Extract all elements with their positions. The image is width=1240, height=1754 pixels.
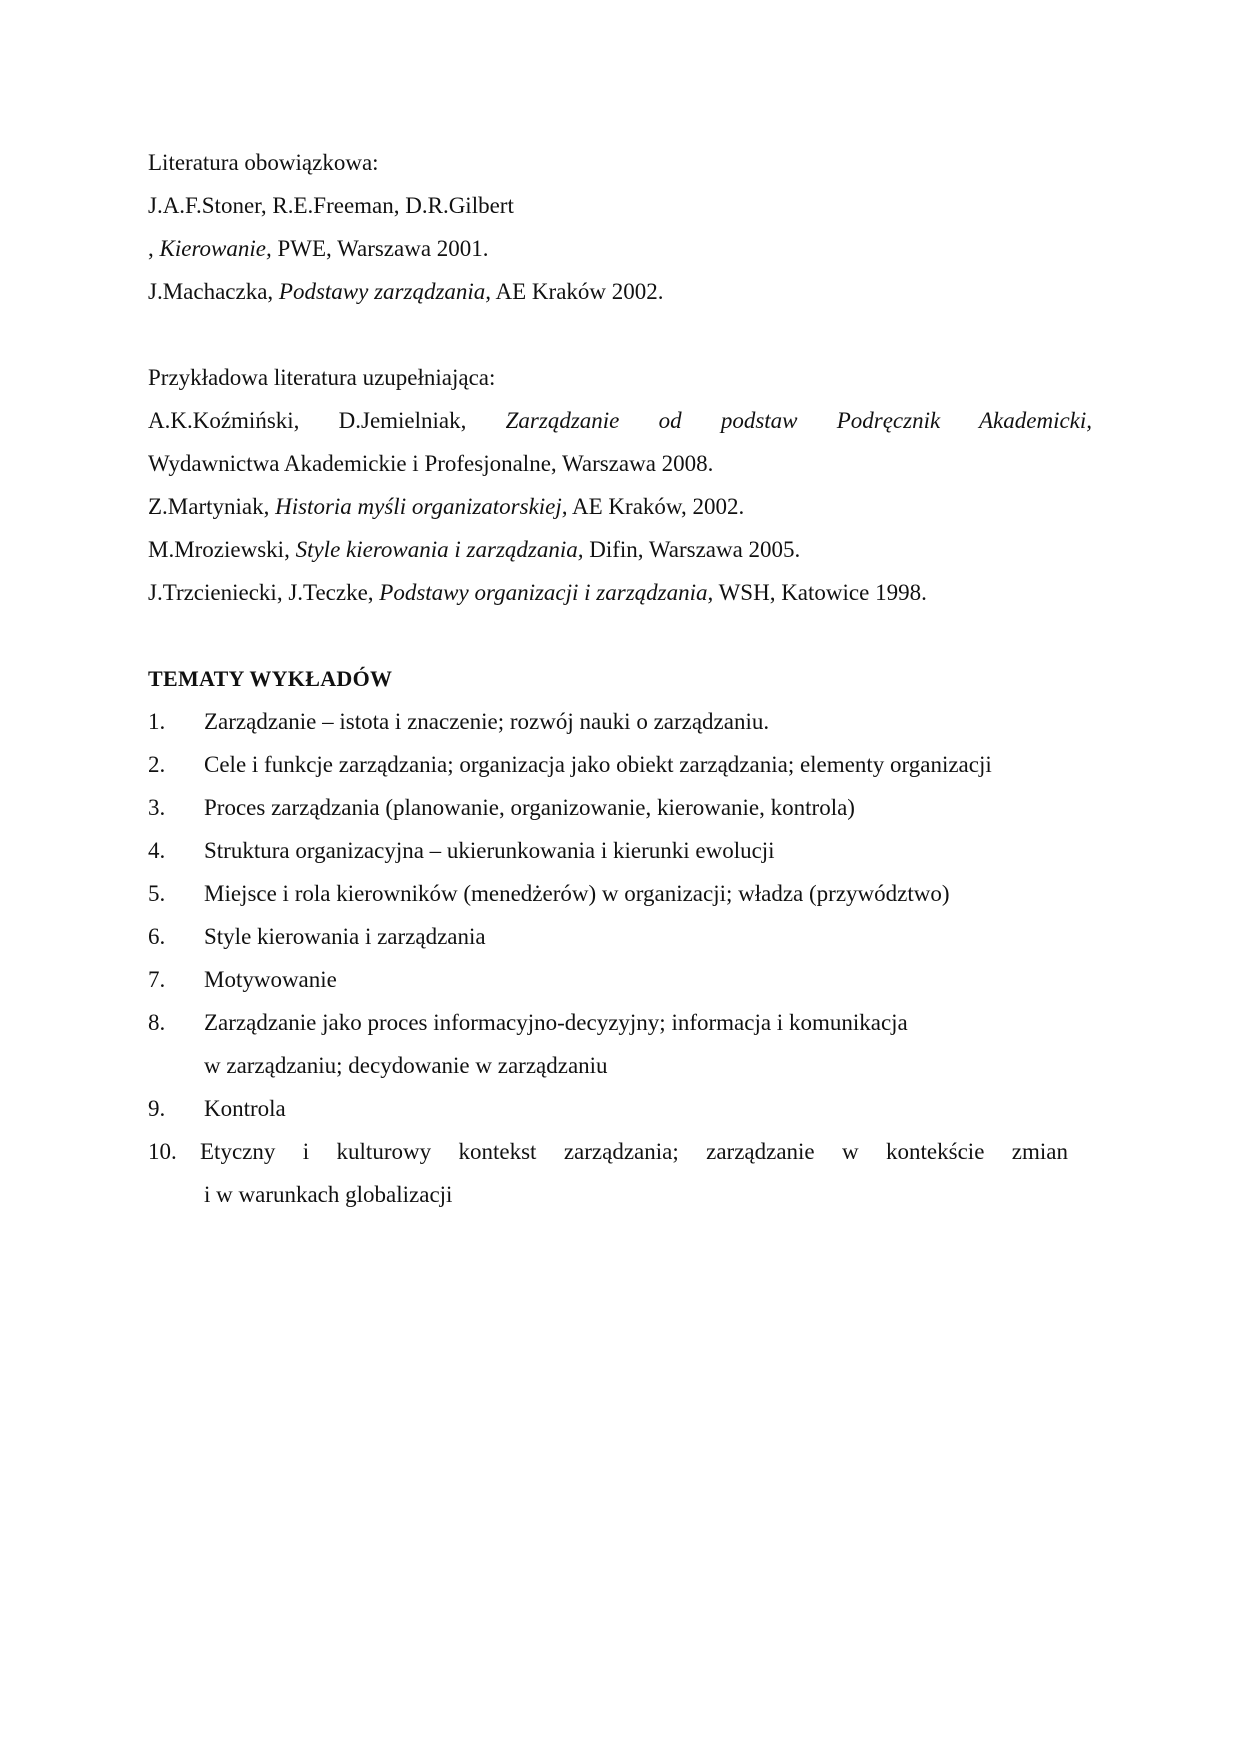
topic-number: 9. bbox=[148, 1096, 166, 1121]
supplementary-ref-3-title: Style kierowania i zarządzania, bbox=[295, 537, 584, 562]
required-ref-2: J.Machaczka, Podstawy zarządzania, AE Kraków 2002. bbox=[148, 279, 664, 304]
topic-number: 6. bbox=[148, 924, 166, 949]
topic-item-continuation: w zarządzaniu; decydowanie w zarządzaniu bbox=[204, 1053, 608, 1078]
topic-item: Motywowanie bbox=[204, 967, 337, 992]
supplementary-ref-1-publisher: Wydawnictwa Akademickie i Profesjonalne, Warszawa 2008. bbox=[148, 451, 714, 476]
supplementary-ref-3: M.Mroziewski, Style kierowania i zarządzania, Difin, Warszawa 2005. bbox=[148, 537, 801, 562]
supplementary-ref-1-title: Zarządzanie od podstaw Podręcznik Akademicki, bbox=[505, 408, 1093, 433]
required-ref-1-title: Kierowanie, bbox=[159, 236, 272, 261]
topic-number: 4. bbox=[148, 838, 166, 863]
topic-item-continuation: i w warunkach globalizacji bbox=[204, 1182, 453, 1207]
lecture-topics-heading: TEMATY WYKŁADÓW bbox=[148, 666, 393, 691]
supplementary-literature-heading: Przykładowa literatura uzupełniająca: bbox=[148, 365, 496, 390]
topic-number: 8. bbox=[148, 1010, 166, 1035]
topic-item: Kontrola bbox=[204, 1096, 286, 1121]
topic-item: Style kierowania i zarządzania bbox=[204, 924, 486, 949]
supplementary-ref-1: A.K.Koźmiński, D.Jemielniak, Zarządzanie od podstaw Podręcznik Akademicki, bbox=[148, 408, 1093, 433]
topic-item: Zarządzanie – istota i znaczenie; rozwój nauki o zarządzaniu. bbox=[204, 709, 770, 734]
required-ref-2-title: Podstawy zarządzania, bbox=[278, 279, 492, 304]
required-ref-1-details: , Kierowanie, PWE, Warszawa 2001. bbox=[148, 236, 489, 261]
topic-number: 1. bbox=[148, 709, 166, 734]
topic-item: Miejsce i rola kierowników (menedżerów) w organizacji; władza (przywództwo) bbox=[204, 881, 950, 906]
supplementary-ref-2: Z.Martyniak, Historia myśli organizatorskiej, AE Kraków, 2002. bbox=[148, 494, 745, 519]
topic-item: Etyczny i kulturowy kontekst zarządzania; zarządzanie w kontekście zmian bbox=[200, 1139, 1068, 1164]
topic-number: 10. bbox=[148, 1139, 177, 1164]
topic-item: Proces zarządzania (planowanie, organizowanie, kierowanie, kontrola) bbox=[204, 795, 855, 820]
supplementary-ref-4: J.Trzcieniecki, J.Teczke, Podstawy organizacji i zarządzania, WSH, Katowice 1998. bbox=[148, 580, 927, 605]
supplementary-ref-2-title: Historia myśli organizatorskiej, bbox=[275, 494, 568, 519]
topic-number: 2. bbox=[148, 752, 166, 777]
required-ref-1-authors: J.A.F.Stoner, R.E.Freeman, D.R.Gilbert bbox=[148, 193, 514, 218]
topic-item: Zarządzanie jako proces informacyjno-decyzyjny; informacja i komunikacja bbox=[204, 1010, 908, 1035]
required-literature-heading: Literatura obowiązkowa: bbox=[148, 150, 379, 175]
topic-number: 5. bbox=[148, 881, 166, 906]
topic-number: 7. bbox=[148, 967, 166, 992]
topic-item: Struktura organizacyjna – ukierunkowania i kierunki ewolucji bbox=[204, 838, 775, 863]
topic-item: Cele i funkcje zarządzania; organizacja jako obiekt zarządzania; elementy organizacji bbox=[204, 752, 992, 777]
supplementary-ref-4-title: Podstawy organizacji i zarządzania, bbox=[379, 580, 714, 605]
topic-number: 3. bbox=[148, 795, 166, 820]
